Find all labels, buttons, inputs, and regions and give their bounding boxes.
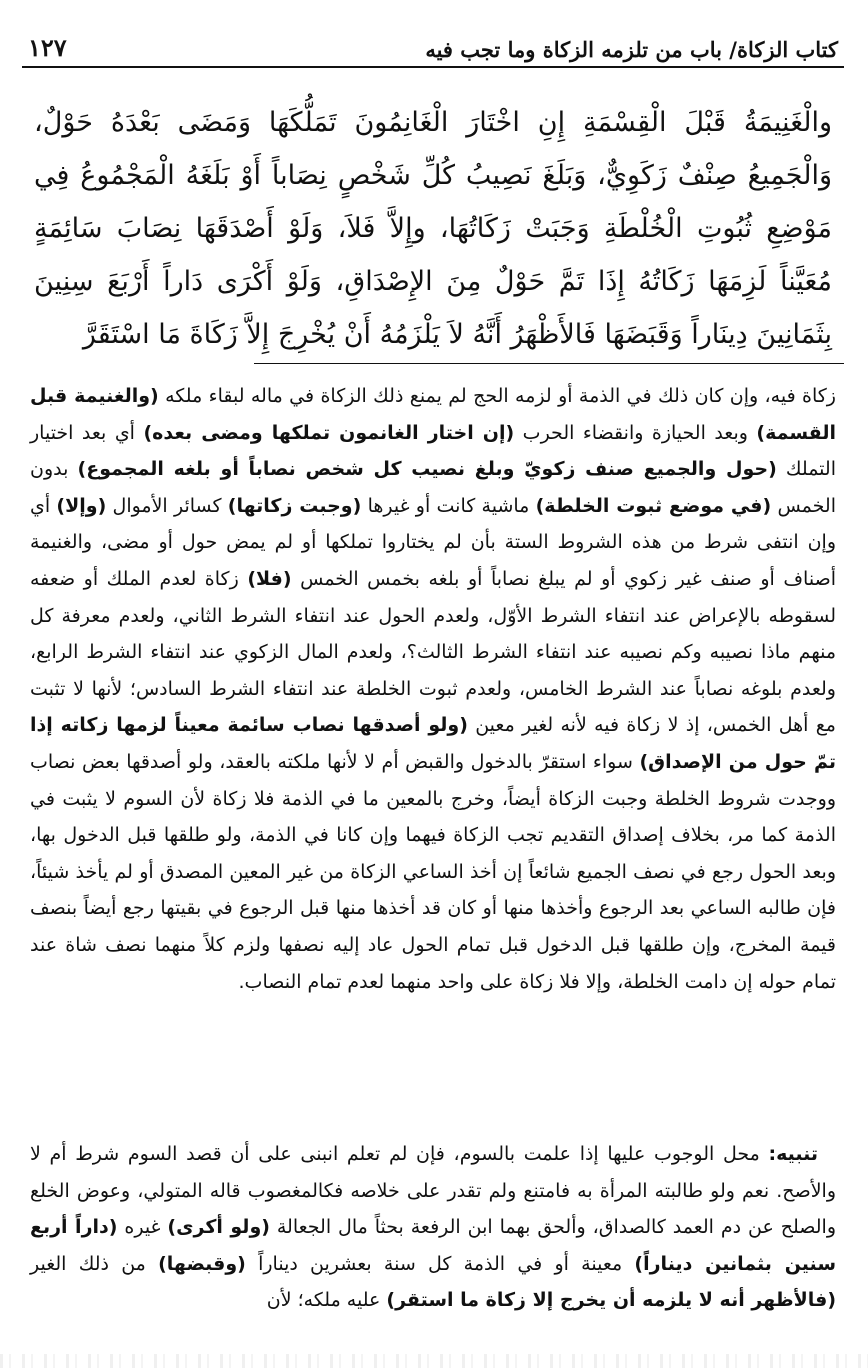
sharh-segment: كسائر الأموال — [106, 494, 228, 517]
scan-edge-noise — [0, 1354, 868, 1368]
sharh-segment: ماشية كانت أو غيرها — [361, 494, 536, 517]
sharh-matn-quote: (والغنيمة قبل القسمة) — [30, 385, 837, 444]
sharh-segment: زكاة فيه، وإن كان ذلك في الذمة أو لزمه الحج لم يمنع ذلك الزكاة في ماله لبقاء ملكه — [158, 385, 836, 407]
tanbih-matn-quote: (وقبضها) — [158, 1252, 246, 1275]
matn-text: والْغَنِيمَةُ قَبْلَ الْقِسْمَةِ إِنِ اخْتَارَ الْغَانِمُونَ تَمَلُّكَهَا وَمَضَى بَعْدَهُ حَوْلٌ، وَالْجَمِيعُ صِنْفٌ زَكَوِيٌّ، وَبَلَغَ نَصِيبُ كُلِّ شَخْصٍ نِصَاباً أَوْ بَلَغَهُ الْمَجْمُوعُ فِي مَوْضِعِ ثُبُوتِ الْخُلْطَةِ وَجَبَتْ زَكَاتُهَا، وإِلاَّ فَلاَ، وَلَوْ أَصْدَقَهَا نِصَابَ سَائِمَةٍ مُعَيَّناً لَزِمَهَا زَكَاتُهُ إِذَا تَمَّ حَوْلٌ مِنَ الإِصْدَاقِ، وَلَوْ أَكْرَى دَاراً أَرْبَعَ سِنِينَ بِثَمَانِينَ دِينَاراً وَقَبَضَهَا فَالأَظْهَرُ أَنَّهُ لاَ يَلْزَمُهُ أَنْ يُخْرِجَ إِلاَّ زَكَاةَ مَا اسْتَقَرَّ — [34, 107, 832, 350]
running-title: كتاب الزكاة/ باب من تلزمه الزكاة وما تجب فيه — [425, 37, 838, 62]
tanbih-segment: عليه ملكه؛ لأن — [266, 1289, 387, 1312]
sharh-segment: بدون الخمس — [30, 458, 836, 517]
sharh-segment: زكاة لعدم الملك أو ضعفه لسقوطه بالإعراض عند انتفاء الشرط الأوّل، ولعدم الحول عند انتفاء الشرط الثاني، ولعدم معرفة كل منهم ماذا نصيبه وكم نصيبه عند انتفاء الشرط الثالث؟، ولعدم المال الزكوي عند انتفاء الشرط الرابع، ولعدم بلوغه نصاباً عند الشرط الخامس، ولعدم ثبوت الخلطة عند انتفاء الشرط السادس؛ لأنها لا تثبت مع أهل الخمس، إذ لا زكاة فيه لأنه لغير معين — [30, 567, 836, 737]
tanbih-segment: من ذلك الغير — [30, 1252, 159, 1275]
tanbih-segment: معينة أو في الذمة كل سنة بعشرين ديناراً — [245, 1252, 635, 1275]
sharh-segment: سواء استقرّ بالدخول والقبض أم لا لأنها ملكته بالعقد، ولو أصدقها بعض نصاب ووجدت شروط الخلطة وجبت الزكاة أيضاً، وخرج بالمعين ما في الذمة فلا زكاة لأن السوم لا يثبت في الذمة كما مر، بخلاف إصداق التقديم تجب الزكاة فيهما وإن كانا في الذمة، ولو طلقها قبل الدخول بها، وبعد الحول رجع في نصف الجميع شائعاً إن أخذ الساعي الزكاة من غير المعين المصدق أو لم يأخذ شيئاً، فإن طالبه الساعي بعد الرجوع وأخذها منها أو كان قد أخذها منها قبل الرجوع في بقيتها رجع أيضاً بنصف قيمة المخرج، وإن طلقها قبل الدخول قبل تمام الحول عاد إليه نصفها ولزم كلاً منهما نصف شاة عند تمام حوله إن دامت الخلطة، وإلا فلا زكاة على واحد منهما لعدم تمام النصاب. — [30, 750, 836, 993]
sharh-matn-quote: (فلا) — [247, 567, 292, 590]
page-header — [22, 18, 844, 68]
sharh-segment: أي وإن انتفى شرط من هذه الشروط الستة بأن لم يختاروا تملكها أو لم يمض حول أو مضى، والغنيمة أصناف أو صنف غير زكوي أو لم يبلغ نصاباً أو بلغه بخمس الخمس — [30, 494, 836, 590]
tanbih-segment: غيره — [117, 1216, 168, 1239]
sharh-matn-quote: (في موضع ثبوت الخلطة) — [535, 494, 772, 517]
sharh-segment: وبعد الحيازة وانقضاء الحرب — [514, 421, 757, 444]
tanbih-paragraph — [30, 1136, 836, 1319]
sharh-paragraph — [30, 378, 836, 1000]
tanbih-matn-quote: (فالأظهر أنه لا يلزمه أن يخرج إلا زكاة ما استقر) — [386, 1289, 836, 1312]
page-number: ١٢٧ — [28, 33, 67, 62]
tanbih-matn-quote: (ولو أكرى) — [167, 1216, 270, 1239]
sharh-matn-quote: (حول والجميع صنف زكويّ وبلغ نصيب كل شخص نصاباً أو بلغه المجموع) — [77, 458, 777, 481]
tanbih-label: تنبيه: — [768, 1143, 818, 1165]
sharh-matn-quote: (إن اختار الغانمون تملكها ومضى بعده) — [143, 421, 515, 444]
book-page — [22, 18, 844, 1348]
sharh-segment: أي بعد اختيار التملك — [30, 421, 836, 481]
sharh-commentary — [22, 378, 844, 1000]
sharh-matn-quote: (ولو أصدقها نصاب سائمة معيناً لزمها زكاته إذا تمّ حول من الإصداق) — [30, 714, 836, 773]
tanbih-segment: محل الوجوب عليها إذا علمت بالسوم، فإن لم تعلم انبنى على أن قصد السوم شرط أم لا والأصح. نعم ولو طالبته المرأة به فامتنع ولم تقدر على خلاصه فكالمغصوب قاله المتولي، وعوض الخلع والصلح عن دم العمد كالصداق، وألحق بهما ابن الرفعة بحثاً مال الجعالة — [30, 1143, 836, 1239]
sharh-matn-quote: (وإلا) — [56, 494, 107, 517]
tanbih-matn-quote: (داراً أربع سنين بثمانين ديناراً) — [30, 1216, 837, 1275]
sharh-matn-quote: (وجبت زكاتها) — [227, 494, 362, 517]
tanbih-note — [22, 1136, 844, 1319]
matn-sharh-separator — [254, 363, 844, 364]
